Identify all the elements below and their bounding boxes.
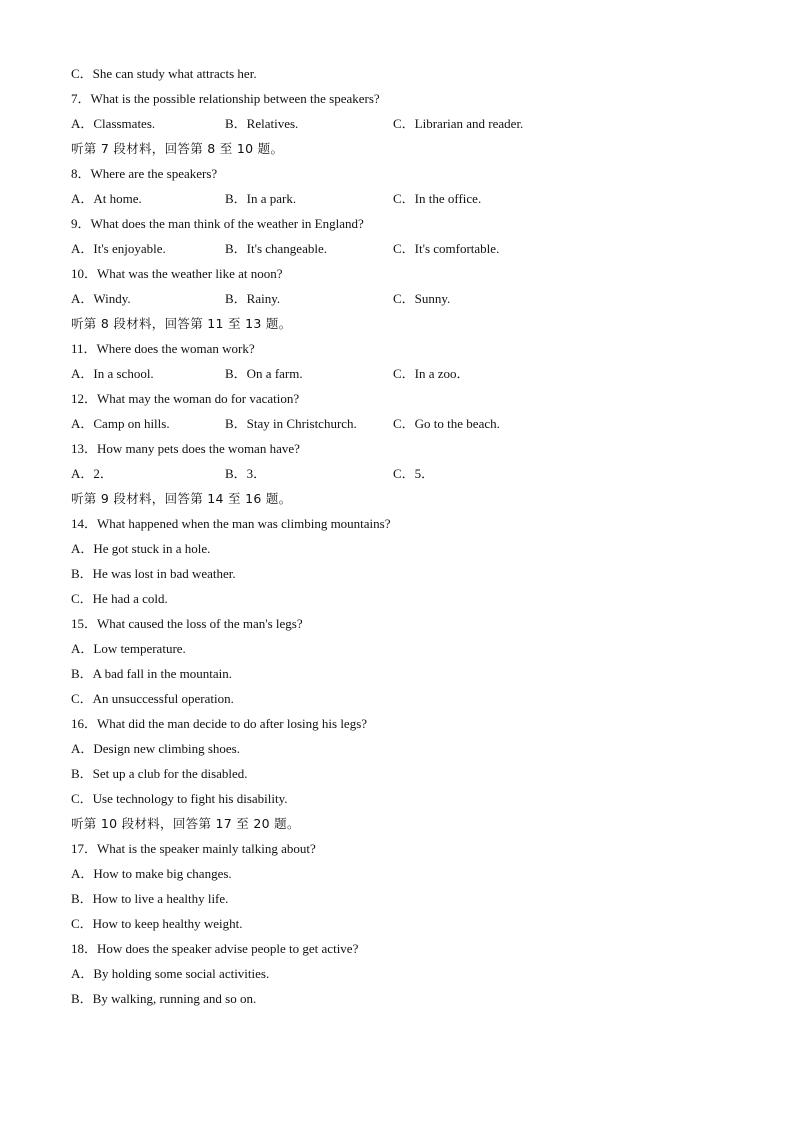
question-line: B．Set up a club for the disabled. <box>71 766 248 781</box>
answer-option: A．Classmates. <box>71 116 156 131</box>
question-line: 9．What does the man think of the weather in England? <box>71 216 364 231</box>
question-line: A．Low temperature. <box>71 641 186 656</box>
question-line: 16．What did the man decide to do after losing his legs? <box>71 716 368 731</box>
answer-option: C．In the office. <box>393 191 482 206</box>
question-line: 13．How many pets does the woman have? <box>71 441 300 456</box>
question-line: A．He got stuck in a hole. <box>71 541 211 556</box>
question-line: 7．What is the possible relationship between the speakers? <box>71 91 380 106</box>
question-line: B．He was lost in bad weather. <box>71 566 236 581</box>
answer-option: A．It's enjoyable. <box>71 241 166 256</box>
answer-options-row <box>71 236 751 261</box>
answer-option: B．3． <box>225 466 267 481</box>
answer-option: B．Relatives. <box>225 116 299 131</box>
question-line: B．By walking, running and so on. <box>71 991 257 1006</box>
answer-option: C．Librarian and reader. <box>393 116 524 131</box>
question-line: 8．Where are the speakers? <box>71 166 218 181</box>
answer-option: A．In a school. <box>71 366 154 381</box>
question-line: C．How to keep healthy weight. <box>71 916 243 931</box>
answer-option: C．5． <box>393 466 435 481</box>
section-instruction: 听第 10 段材料，回答第 17 至 20 题。 <box>71 816 300 831</box>
question-line: 15．What caused the loss of the man's legs? <box>71 616 303 631</box>
answer-option: A．Camp on hills. <box>71 416 170 431</box>
answer-option: B．On a farm. <box>225 366 303 381</box>
section-instruction: 听第 9 段材料，回答第 14 至 16 题。 <box>71 491 292 506</box>
question-line: A．By holding some social activities. <box>71 966 270 981</box>
question-line: B．A bad fall in the mountain. <box>71 666 233 681</box>
answer-option: A．Windy. <box>71 291 131 306</box>
question-line: 10．What was the weather like at noon? <box>71 266 283 281</box>
answer-options-row <box>71 111 751 136</box>
answer-option: C．It's comfortable. <box>393 241 500 256</box>
section-instruction: 听第 8 段材料，回答第 11 至 13 题。 <box>71 316 292 331</box>
answer-options-row <box>71 286 751 311</box>
answer-option: C．Go to the beach. <box>393 416 500 431</box>
question-line: B．How to live a healthy life. <box>71 891 229 906</box>
question-line: C．He had a cold. <box>71 591 168 606</box>
question-line: 12．What may the woman do for vacation? <box>71 391 300 406</box>
answer-option: C．In a zoo． <box>393 366 470 381</box>
answer-option: B．It's changeable. <box>225 241 327 256</box>
answer-option: B．Stay in Christchurch. <box>225 416 357 431</box>
question-line: C．She can study what attracts her. <box>71 66 257 81</box>
question-line: A．Design new climbing shoes. <box>71 741 240 756</box>
answer-option: B．Rainy. <box>225 291 281 306</box>
question-line: 18．How does the speaker advise people to get active? <box>71 941 359 956</box>
answer-option: B．In a park. <box>225 191 297 206</box>
question-line: C．An unsuccessful operation. <box>71 691 234 706</box>
answer-options-row <box>71 411 751 436</box>
question-line: 14．What happened when the man was climbing mountains? <box>71 516 391 531</box>
question-line: A．How to make big changes. <box>71 866 232 881</box>
question-line: 17．What is the speaker mainly talking about? <box>71 841 316 856</box>
answer-option: A．2． <box>71 466 113 481</box>
question-line: C．Use technology to fight his disability. <box>71 791 288 806</box>
answer-option: A．At home. <box>71 191 142 206</box>
answer-options-row <box>71 361 751 386</box>
answer-option: C．Sunny. <box>393 291 451 306</box>
section-instruction: 听第 7 段材料，回答第 8 至 10 题。 <box>71 141 284 156</box>
answer-options-row <box>71 186 751 211</box>
question-line: 11．Where does the woman work? <box>71 341 255 356</box>
question-list <box>71 61 751 1011</box>
answer-options-row <box>71 461 751 486</box>
